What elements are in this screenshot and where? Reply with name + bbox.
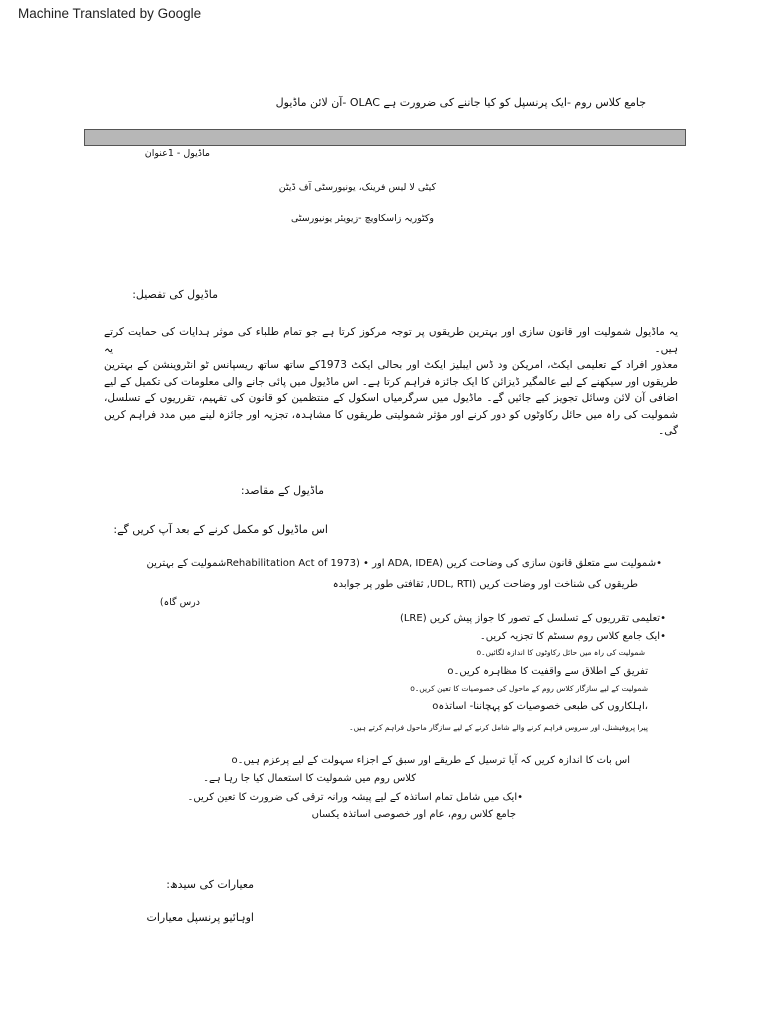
standards-heading: معیارات کی سیدھ: <box>166 878 254 891</box>
objective-1-line-2: طریقوں کی شناخت اور وضاحت کریں (UDL, RTI, ثقافتی طور پر جوابدہ <box>332 579 638 590</box>
objective-3: •ایک جامع کلاس روم سسٹم کا تجزیہ کریں۔ <box>479 631 666 642</box>
title-bar <box>84 129 686 146</box>
objectives-intro: اس ماڈیول کو مکمل کرنے کے بعد آپ کریں گے: <box>113 523 328 536</box>
machine-translated-label: Machine Translated by Google <box>18 6 202 21</box>
description-line: اضافی آن لائن وسائل تجویز کیے جائیں گے۔ ماڈیول میں سرگرمیاں اسکول کے منتظمین کو قانون کی تفہیم، تقرریوں کے تسلسل، <box>104 392 678 404</box>
description-line: یہ ماڈیول شمولیت اور قانون سازی اور بہترین طریقوں پر توجہ مرکوز کرتا ہے جو تمام طلباء کی موثر ہدایات کی حمایت کرتے ہیں۔ یہ <box>104 326 678 355</box>
objective-4-line-1: oاس بات کا اندازہ کریں کہ آیا ترسیل کے طریقے اور سبق کے اجزاء سہولت کے لیے پرعزم ہیں۔ <box>231 755 630 766</box>
module-description <box>104 324 678 440</box>
objective-5-line-1: •ایک میں شامل تمام اساتذہ کے لیے پیشہ ورانہ ترقی کی ضرورت کا تعین کریں۔ <box>187 792 523 803</box>
objective-3a: oشمولیت کی راہ میں حائل رکاوٹوں کا اندازہ لگائیں۔ <box>476 648 645 657</box>
objective-1-line-3: درس گاہ) <box>159 597 200 608</box>
description-line: طریقوں اور سیکھنے کے لیے عالمگیر ڈیزائن کا ایک جائزہ فراہم کرتا ہے۔ اس ماڈیول میں پائی جانے والی معلومات کی تکمیل کے لیے <box>104 375 678 388</box>
description-line: معذور افراد کے تعلیمی ایکٹ، امریکن ود ڈس ایبلیز ایکٹ اور بحالی ایکٹ 1973کے ساتھ ساتھ ریسپانس ٹو انٹروینشن کے بہترین <box>104 359 678 371</box>
objective-4-line-2: کلاس روم میں شمولیت کا استعمال کیا جا رہا ہے۔ <box>203 773 416 784</box>
module-label: ماڈیول - 1عنوان <box>144 148 210 159</box>
objective-2: •تعلیمی تقرریوں کے تسلسل کے تصور کا جواز پیش کریں (LRE) <box>399 613 666 624</box>
objective-3e: پیرا پروفیشنل، اور سروس فراہم کرنے والے شامل کرنے کے لیے سازگار ماحول فراہم کرتے ہیں۔ <box>349 723 648 732</box>
objective-3c: oشمولیت کے لیے سازگار کلاس روم کے ماحول کی خصوصیات کا تعین کریں۔ <box>410 684 648 693</box>
objective-3b: oتفریق کے اطلاق سے واقفیت کا مظاہرہ کریں۔ <box>447 666 648 677</box>
standards-item: اوہائیو پرنسپل معیارات <box>146 911 254 924</box>
course-title: جامع کلاس روم -ایک پرنسپل کو کیا جاننے کی ضرورت ہے OLAC -آن لائن ماڈیول <box>275 96 646 109</box>
objective-3d: oاہلکاروں کی طبعی خصوصیات کو پہچاننا- اساتذہ، <box>432 701 648 712</box>
description-line: شمولیت کی راہ میں حائل رکاوٹوں کو دور کرنے اور مؤثر شمولیتی طریقوں کا مشاہدہ، تجزیہ اور جائزہ لینے میں مدد فراہم کریں گی۔ <box>104 408 678 437</box>
objectives-heading: ماڈیول کے مقاصد: <box>240 484 324 497</box>
details-heading: ماڈیول کی تفصیل: <box>132 288 218 301</box>
author-2: وکٹوریہ زاسکاویچ -زیویئر یونیورسٹی <box>290 213 434 224</box>
objective-1-line-1: •شمولیت سے متعلق قانون سازی کی وضاحت کریں (ADA, IDEA اور • (Rehabilitation Act of 1973شمولیت کے بہترین <box>146 558 662 569</box>
author-1: کیٹی لا لیس فرینک، یونیورسٹی آف ڈیٹن <box>278 182 436 193</box>
objective-5-line-2: جامع کلاس روم، عام اور خصوصی اساتذہ یکساں <box>311 809 516 820</box>
